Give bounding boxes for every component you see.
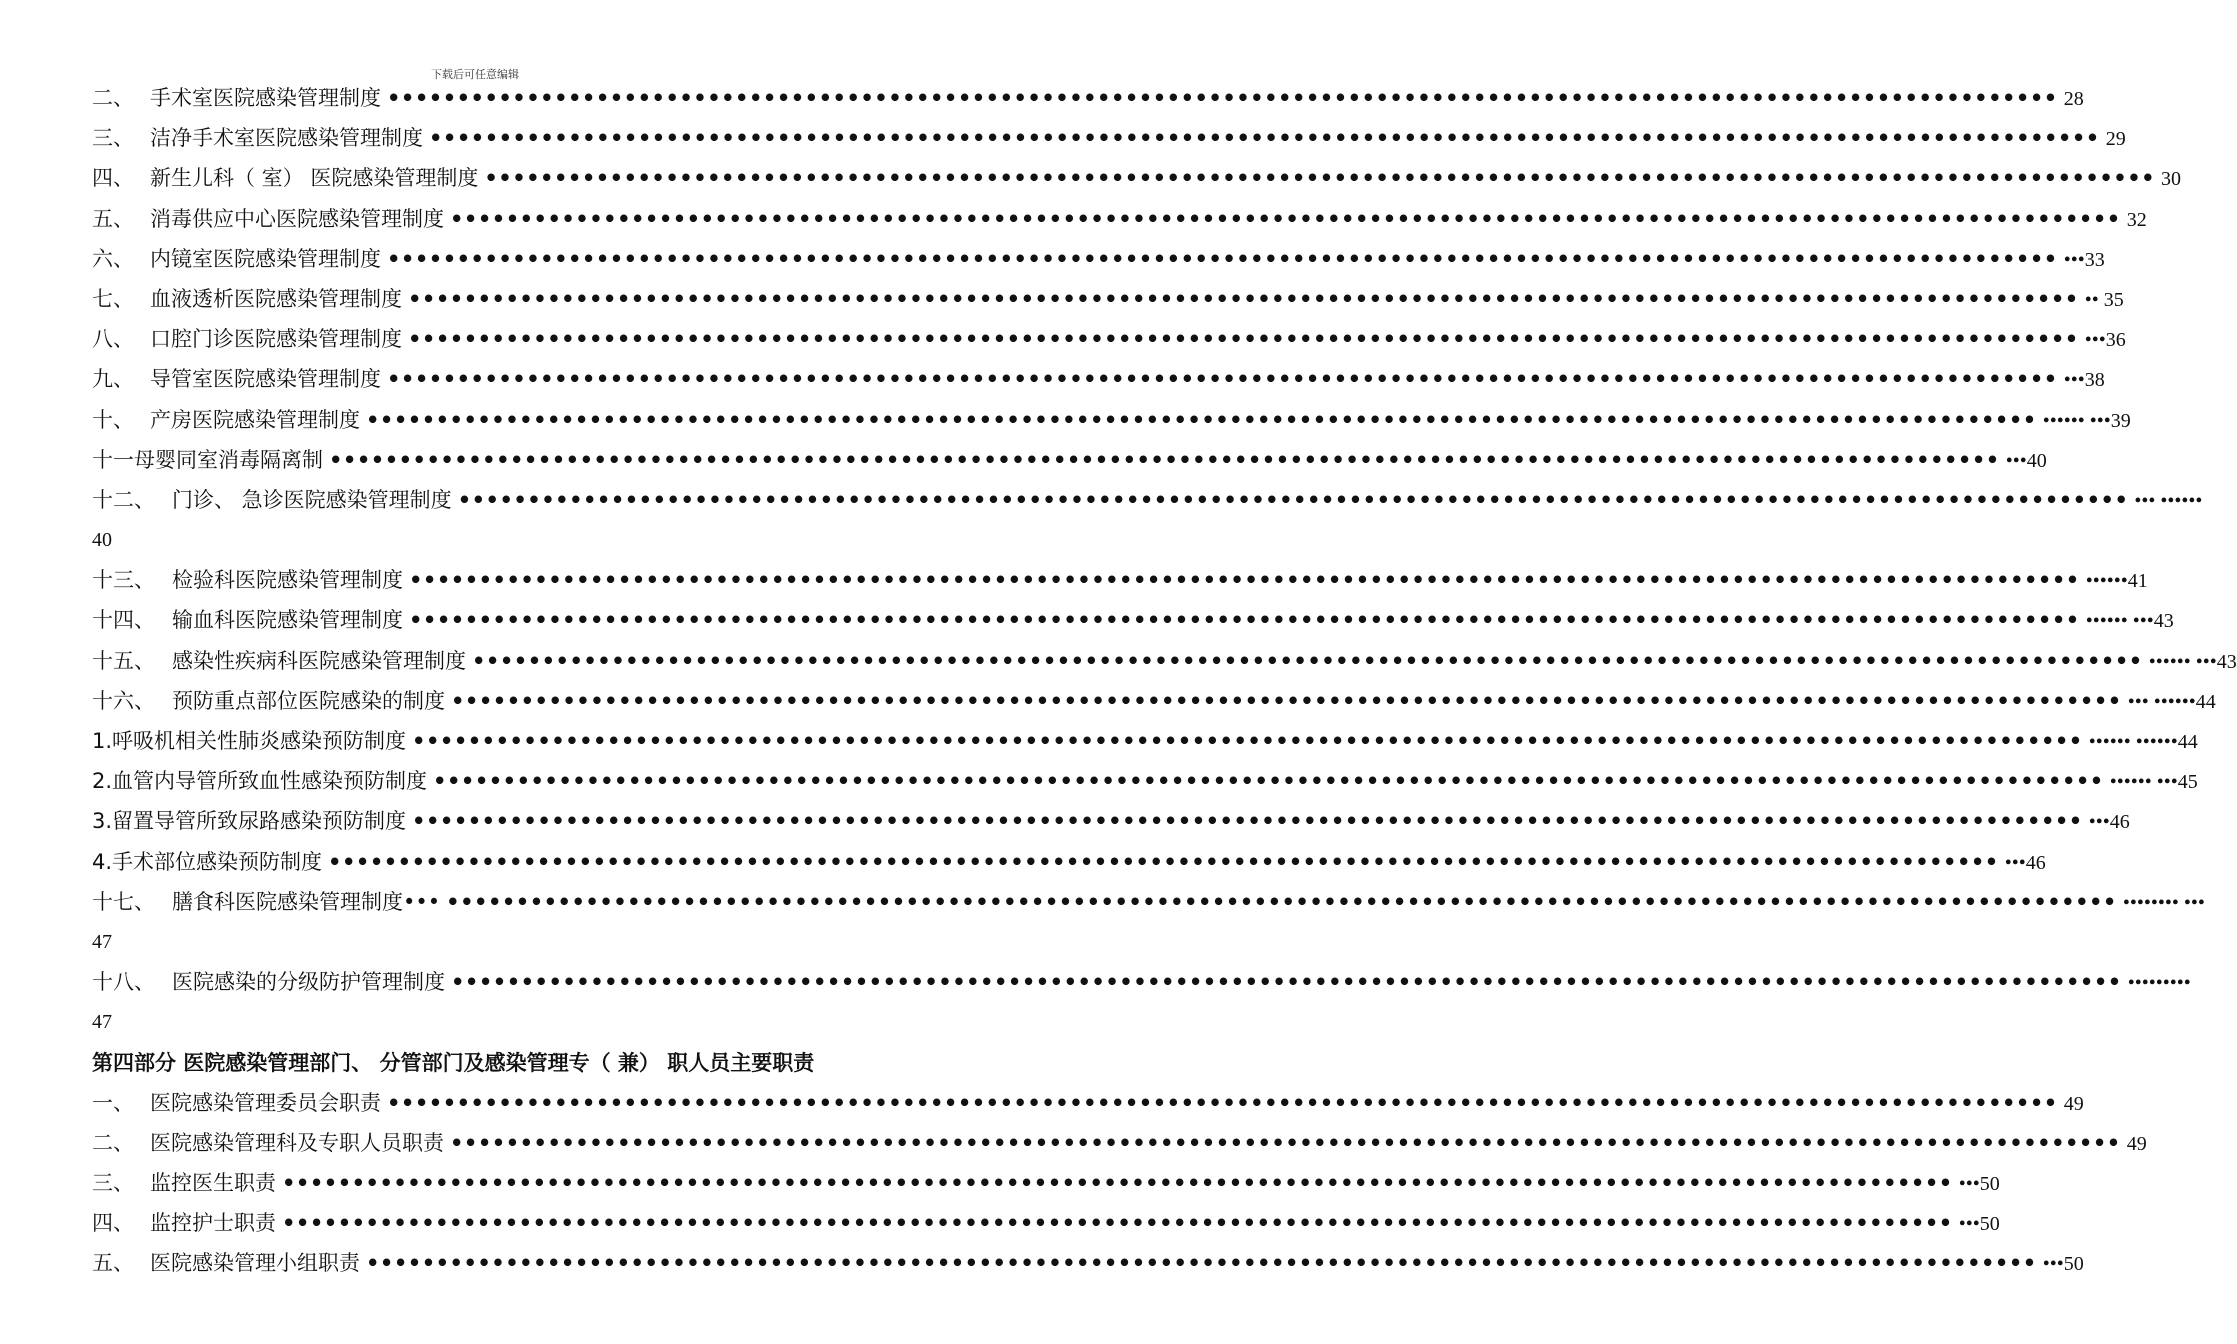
toc-entry[interactable]: [92, 641, 2237, 681]
entry-page: •••40: [2005, 449, 2047, 472]
dot-leader: ••••••••••••••••••••••••••••••••••••••••••••••••••••••••••••••••••••••••••••••••••••••••••••••••••••••••••••••••••••••••: [450, 206, 2121, 231]
dot-leader: ••••••••••••••••••••••••••••••••••••••••••••••••••••••••••••••••••••••••••••••••••••••••••••••••••••••••••••••••••••••••: [282, 1171, 1953, 1196]
entry-title: 医院感染管理小组职责: [150, 1251, 360, 1276]
entry-title: 膳食科医院感染管理制度•••: [172, 889, 441, 914]
entry-title: 手术室医院感染管理制度: [150, 86, 381, 110]
entry-page: •••••• •••39: [2042, 409, 2131, 432]
entry-page: •••36: [2084, 329, 2126, 352]
entry-number: 三、: [92, 126, 134, 151]
toc-entry[interactable]: [92, 359, 2105, 399]
entry-page: •••••• •••43: [2148, 650, 2237, 673]
dot-leader: ••••••••••••••••••••••••••••••••••••••••••••••••••••••••••••••••••••••••••••••••••••••••••••••••••••••••••••••••••••••••: [366, 1251, 2037, 1276]
dot-leader: ••••••••••••••••••••••••••••••••••••••••••••••••••••••••••••••••••••••••••••••••••••••••••••••••••••••••••••••••••••••••: [451, 970, 2122, 995]
entry-number: 八、: [92, 327, 134, 352]
entry-page: ••• ••••••44: [2127, 690, 2216, 713]
dot-leader: ••••••••••••••••••••••••••••••••••••••••••••••••••••••••••••••••••••••••••••••••••••••••••••••••••••••••••••••••••••••••: [366, 407, 2037, 432]
entry-title: 感染性疾病科医院感染管理制度: [172, 648, 466, 673]
entry-page: •••••• •••45: [2109, 771, 2198, 794]
dot-leader: ••••••••••••••••••••••••••••••••••••••••••••••••••••••••••••••••••••••••••••••••••••••••••••••••••••••••••••••••••••••••: [282, 1211, 1953, 1236]
entry-title: 新生儿科（ 室） 医院感染管理制度: [150, 166, 479, 191]
entry-page: 28: [2063, 88, 2084, 110]
entry-page-continuation: 47: [92, 930, 112, 953]
dot-leader: ••••••••••••••••••••••••••••••••••••••••••••••••••••••••••••••••••••••••••••••••••••••••••••••••••••••••••••••••••••••••: [408, 286, 2079, 311]
entry-number: 五、: [92, 206, 134, 231]
dot-leader: ••••••••••••••••••••••••••••••••••••••••••••••••••••••••••••••••••••••••••••••••••••••••••••••••••••••••••••••••••••••••: [472, 648, 2143, 673]
dot-leader: ••••••••••••••••••••••••••••••••••••••••••••••••••••••••••••••••••••••••••••••••••••••••••••••••••••••••••••••••••••••••: [408, 327, 2079, 352]
entry-title: 内镜室医院感染管理制度: [150, 246, 381, 271]
entry-title: 十一母婴同室消毒隔离制: [92, 447, 323, 472]
entry-number: 三、: [92, 1171, 134, 1196]
entry-title: 口腔门诊医院感染管理制度: [150, 327, 402, 352]
dot-leader: ••••••••••••••••••••••••••••••••••••••••••••••••••••••••••••••••••••••••••••••••••••••••••••••••••••••••••••••••••••••••: [412, 729, 2083, 753]
entry-page: •• 35: [2084, 288, 2124, 311]
entry-title: 产房医院感染管理制度: [150, 407, 360, 432]
section-entries: [92, 1083, 2147, 1284]
dot-leader: ••••••••••••••••••••••••••••••••••••••••••••••••••••••••••••••••••••••••••••••••••••••••••••••••••••••••••••••••••••••••: [484, 166, 2156, 191]
toc-entry[interactable]: [92, 882, 2205, 922]
dot-leader: ••••••••••••••••••••••••••••••••••••••••••••••••••••••••••••••••••••••••••••••••••••••••••••••••••••••••••••••••••••••••: [387, 246, 2058, 271]
entry-page: •••••• •••43: [2085, 610, 2174, 633]
entry-title: 导管室医院感染管理制度: [150, 367, 381, 392]
entry-number: 十七、: [92, 889, 155, 914]
toc-entry[interactable]: [92, 1243, 2084, 1283]
toc-entry[interactable]: [92, 560, 2148, 600]
entry-page: •••38: [2063, 369, 2105, 392]
toc-entry[interactable]: [92, 842, 2046, 882]
entry-page: •••••• ••••••44: [2088, 731, 2198, 753]
entry-title: 门诊、 急诊医院感染管理制度: [172, 487, 452, 512]
toc-entry[interactable]: [92, 239, 2105, 279]
entry-page: •••50: [1958, 1173, 2000, 1196]
table-of-contents: [92, 78, 2237, 1284]
entry-number: 二、: [92, 1130, 134, 1155]
toc-entry[interactable]: [92, 1083, 2084, 1123]
dot-leader: ••••••••••••••••••••••••••••••••••••••••••••••••••••••••••••••••••••••••••••••••••••••••••••••••••••••••••••••••••••••••: [412, 809, 2083, 834]
toc-entry[interactable]: [92, 118, 2126, 158]
entry-number: 二、: [92, 86, 134, 110]
entry-number: 四、: [92, 166, 134, 191]
entry-number: 七、: [92, 286, 134, 311]
entry-title: 检验科医院感染管理制度: [172, 568, 403, 593]
toc-entry[interactable]: [92, 158, 2182, 198]
dot-leader: ••••••••••••••••••••••••••••••••••••••••••••••••••••••••••••••••••••••••••••••••••••••••••••••••••••••••••••••••••••••••: [446, 889, 2117, 914]
page-header: 下载后可任意编辑: [431, 68, 519, 81]
dot-leader: ••••••••••••••••••••••••••••••••••••••••••••••••••••••••••••••••••••••••••••••••••••••••••••••••••••••••••••••••••••••••: [450, 1130, 2121, 1155]
entry-number: 四、: [92, 1211, 134, 1236]
entry-page: •••50: [1958, 1213, 2000, 1236]
entry-number: 十六、: [92, 688, 155, 713]
entry-number: 十三、: [92, 568, 155, 593]
entry-title: 监控医生职责: [150, 1171, 276, 1196]
dot-leader: ••••••••••••••••••••••••••••••••••••••••••••••••••••••••••••••••••••••••••••••••••••••••••••••••••••••••••••••••••••••••: [429, 126, 2100, 151]
entry-title: 4.手术部位感染预防制度: [92, 849, 323, 874]
entry-page: ••• ••••••: [2134, 489, 2203, 512]
toc-entry[interactable]: [92, 721, 2198, 761]
toc-entry[interactable]: [92, 400, 2131, 440]
entry-number: 十四、: [92, 608, 155, 633]
entry-title: 消毒供应中心医院感染管理制度: [150, 206, 444, 231]
entry-number: 十五、: [92, 648, 155, 673]
entry-page: 49: [2063, 1092, 2084, 1115]
toc-entry[interactable]: [92, 600, 2174, 640]
entry-page: 32: [2126, 208, 2147, 231]
dot-leader: ••••••••••••••••••••••••••••••••••••••••••••••••••••••••••••••••••••••••••••••••••••••••••••••••••••••••••••••••••••••••: [433, 769, 2104, 794]
entry-page-continuation: 47: [92, 1011, 112, 1034]
entry-page: •••50: [2042, 1253, 2084, 1276]
entry-title: 2.血管内导管所致血性感染预防制度: [92, 769, 428, 794]
entry-title: 预防重点部位医院感染的制度: [172, 688, 445, 713]
entry-page: •••46: [2088, 811, 2130, 834]
entry-number: 六、: [92, 246, 134, 271]
entry-page: 30: [2161, 168, 2182, 191]
entry-title: 医院感染的分级防护管理制度: [172, 970, 445, 995]
entry-title: 监控护士职责: [150, 1211, 276, 1236]
dot-leader: ••••••••••••••••••••••••••••••••••••••••••••••••••••••••••••••••••••••••••••••••••••••••••••••••••••••••••••••••••••••••: [328, 849, 1999, 874]
entry-number: 十、: [92, 407, 134, 432]
dot-leader: ••••••••••••••••••••••••••••••••••••••••••••••••••••••••••••••••••••••••••••••••••••••••••••••••••••••••••••••••••••••••: [387, 1090, 2058, 1115]
dot-leader: ••••••••••••••••••••••••••••••••••••••••••••••••••••••••••••••••••••••••••••••••••••••••••••••••••••••••••••••••••••••••: [387, 367, 2058, 392]
dot-leader: ••••••••••••••••••••••••••••••••••••••••••••••••••••••••••••••••••••••••••••••••••••••••••••••••••••••••••••••••••••••••: [409, 608, 2080, 633]
toc-entry[interactable]: [92, 681, 2216, 721]
entry-title: 3.留置导管所致尿路感染预防制度: [92, 809, 407, 834]
entry-page: 49: [2126, 1132, 2147, 1155]
entry-page: •••••••••: [2127, 972, 2191, 995]
entry-page: •••46: [2004, 851, 2046, 874]
toc-entry[interactable]: [92, 440, 2047, 480]
dot-leader: ••••••••••••••••••••••••••••••••••••••••••••••••••••••••••••••••••••••••••••••••••••••••••••••••••••••••••••••••••••••••: [329, 447, 2000, 472]
toc-entry[interactable]: [92, 761, 2198, 801]
entry-title: 血液透析医院感染管理制度: [150, 286, 402, 311]
toc-entry[interactable]: [92, 199, 2147, 239]
entry-number: 五、: [92, 1251, 134, 1276]
entry-page: 29: [2105, 128, 2126, 151]
entry-number: 一、: [92, 1090, 134, 1115]
entry-number: 九、: [92, 367, 134, 392]
dot-leader: ••••••••••••••••••••••••••••••••••••••••••••••••••••••••••••••••••••••••••••••••••••••••••••••••••••••••••••••••••••••••: [409, 568, 2080, 593]
toc-entry[interactable]: [92, 962, 2191, 1002]
entry-title: 医院感染管理科及专职人员职责: [150, 1130, 444, 1155]
dot-leader: ••••••••••••••••••••••••••••••••••••••••••••••••••••••••••••••••••••••••••••••••••••••••••••••••••••••••••••••••••••••••: [451, 688, 2122, 713]
dot-leader: ••••••••••••••••••••••••••••••••••••••••••••••••••••••••••••••••••••••••••••••••••••••••••••••••••••••••••••••••••••••••: [387, 86, 2058, 110]
entry-number: 十二、: [92, 487, 155, 512]
entry-page: •••••••• •••: [2122, 891, 2205, 914]
entry-page: •••33: [2063, 248, 2105, 271]
entry-page: ••••••41: [2085, 570, 2148, 593]
toc-entry[interactable]: [92, 1163, 2000, 1203]
entry-number: 十八、: [92, 970, 155, 995]
toc-entry[interactable]: [92, 319, 2126, 359]
entry-title: 输血科医院感染管理制度: [172, 608, 403, 633]
toc-entries: [92, 78, 2237, 1043]
toc-entry[interactable]: [92, 1123, 2147, 1163]
toc-entry[interactable]: [92, 801, 2130, 841]
entry-title: 洁净手术室医院感染管理制度: [150, 126, 423, 151]
entry-page-continuation: 40: [92, 529, 112, 552]
section-title: 第四部分 医院感染管理部门、 分管部门及感染管理专（ 兼） 职人员主要职责: [92, 1050, 815, 1075]
entry-title: 医院感染管理委员会职责: [150, 1090, 381, 1115]
dot-leader: ••••••••••••••••••••••••••••••••••••••••••••••••••••••••••••••••••••••••••••••••••••••••••••••••••••••••••••••••••••••••: [457, 487, 2129, 512]
entry-title: 1.呼吸机相关性肺炎感染预防制度: [92, 729, 407, 753]
toc-entry[interactable]: [92, 78, 2084, 118]
toc-entry[interactable]: [92, 1203, 2000, 1243]
toc-entry[interactable]: [92, 279, 2124, 319]
toc-entry[interactable]: [92, 480, 2203, 520]
